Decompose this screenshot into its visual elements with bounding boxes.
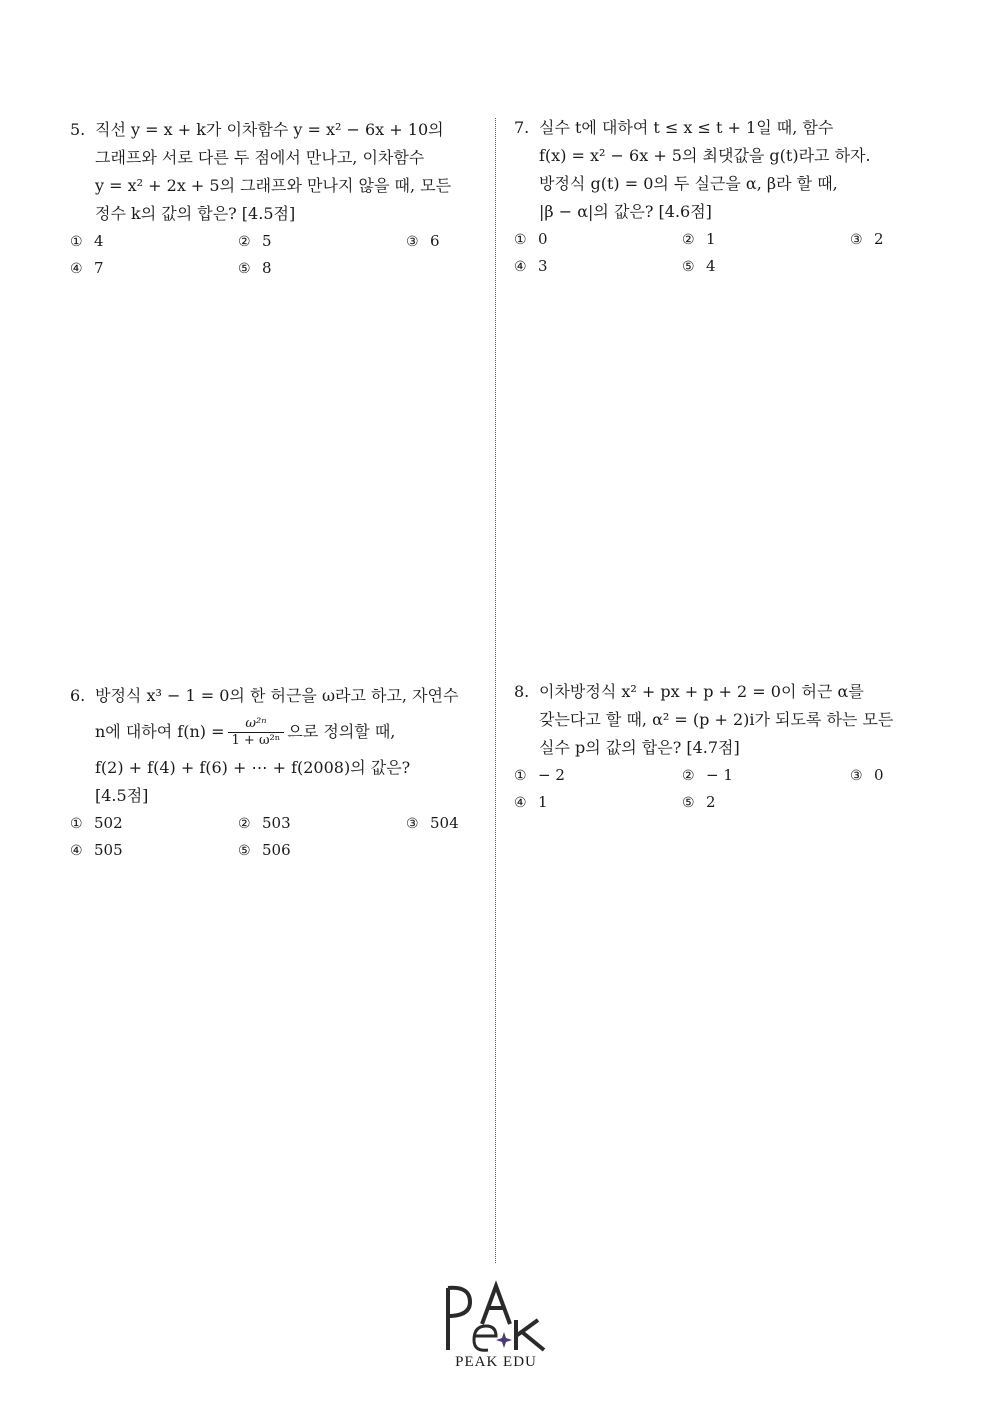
choice-mark: ②: [238, 816, 251, 832]
problem-6: [70, 682, 480, 864]
problem-number: 8.: [514, 682, 530, 701]
problem-text-line: |β − α|의 값은? [4.6점]: [539, 202, 712, 221]
choice-mark: ①: [70, 234, 83, 250]
answer-choices: [70, 810, 480, 864]
choice-mark: ③: [850, 232, 863, 248]
problem-text-line: [70, 710, 480, 754]
answer-choice-3[interactable]: [850, 226, 970, 253]
choice-text: 5: [262, 232, 272, 250]
logo-label: PEAK EDU: [455, 1354, 537, 1370]
choice-text: 505: [94, 841, 123, 859]
column-divider: [495, 118, 496, 1263]
problem-text-line: 실수 t에 대하여 t ≤ x ≤ t + 1일 때, 함수: [539, 118, 834, 137]
problem-text-line: 방정식 g(t) = 0의 두 실근을 α, β라 할 때,: [539, 174, 838, 193]
answer-choice-2[interactable]: [682, 226, 850, 253]
choice-text: 2: [874, 230, 884, 248]
star-icon: [496, 1332, 512, 1348]
fraction-numerator: ω²ⁿ: [245, 715, 267, 731]
choice-text: 4: [94, 232, 104, 250]
problem-text-line: f(2) + f(4) + f(6) + ⋯ + f(2008)의 값은?: [95, 758, 411, 777]
choice-text: 502: [94, 814, 123, 832]
problem-text-segment: 으로 정의할 때,: [287, 722, 396, 741]
problem-number: 7.: [514, 118, 530, 137]
problem-5: [70, 116, 470, 282]
answer-choices: [70, 228, 470, 282]
problem-text-line: 이차방정식 x² + px + p + 2 = 0이 허근 α를: [539, 682, 864, 701]
choice-text: 0: [874, 766, 884, 784]
answer-choices: [514, 226, 914, 280]
problem-text-line: 정수 k의 값의 합은? [4.5점]: [95, 204, 296, 223]
choice-mark: ③: [850, 768, 863, 784]
problem-text-line: 방정식 x³ − 1 = 0의 한 허근을 ω라고 하고, 자연수: [95, 686, 459, 705]
choice-mark: ①: [514, 232, 527, 248]
answer-choice-4[interactable]: [70, 255, 238, 282]
choice-text: 0: [538, 230, 548, 248]
choice-text: 504: [430, 814, 459, 832]
answer-choice-2[interactable]: [238, 810, 406, 837]
choice-text: 7: [94, 259, 104, 277]
answer-choices: [514, 762, 914, 816]
problem-text-line: 직선 y = x + k가 이차함수 y = x² − 6x + 10의: [95, 120, 444, 139]
choice-mark: ⑤: [238, 843, 251, 859]
fraction: [228, 716, 285, 749]
choice-text: 503: [262, 814, 291, 832]
choice-mark: ④: [514, 259, 527, 275]
answer-choice-4[interactable]: [514, 789, 682, 816]
choice-mark: ①: [70, 816, 83, 832]
choice-text: 8: [262, 259, 272, 277]
problem-number: 5.: [70, 120, 86, 139]
answer-choice-5[interactable]: [682, 789, 850, 816]
answer-choice-2[interactable]: [238, 228, 406, 255]
choice-text: 6: [430, 232, 440, 250]
choice-text: 3: [538, 257, 548, 275]
choice-mark: ②: [682, 768, 695, 784]
choice-mark: ④: [70, 843, 83, 859]
answer-choice-4[interactable]: [514, 253, 682, 280]
fraction-denominator: 1 + ω²ⁿ: [228, 732, 285, 749]
answer-choice-4[interactable]: [70, 837, 238, 864]
choice-mark: ⑤: [682, 259, 695, 275]
choice-mark: ②: [682, 232, 695, 248]
choice-mark: ②: [238, 234, 251, 250]
problem-text-line: [4.5점]: [95, 786, 149, 805]
choice-mark: ①: [514, 768, 527, 784]
choice-mark: ⑤: [238, 261, 251, 277]
answer-choice-3[interactable]: [406, 810, 526, 837]
answer-choice-3[interactable]: [850, 762, 970, 789]
answer-choice-2[interactable]: [682, 762, 850, 789]
choice-text: 4: [706, 257, 716, 275]
choice-text: 1: [538, 793, 548, 811]
choice-text: 2: [706, 793, 716, 811]
choice-text: 506: [262, 841, 291, 859]
choice-mark: ④: [514, 795, 527, 811]
choice-mark: ⑤: [682, 795, 695, 811]
problem-7: [514, 114, 914, 280]
peak-logo-mark: [436, 1280, 556, 1358]
choice-text: − 1: [706, 766, 733, 784]
problem-text-segment: n에 대하여 f(n) =: [95, 722, 225, 741]
answer-choice-1[interactable]: [70, 810, 238, 837]
answer-choice-5[interactable]: [238, 837, 406, 864]
answer-choice-1[interactable]: [70, 228, 238, 255]
problem-text-line: 실수 p의 값의 합은? [4.7점]: [539, 738, 740, 757]
answer-choice-1[interactable]: [514, 762, 682, 789]
answer-choice-1[interactable]: [514, 226, 682, 253]
problem-text-line: f(x) = x² − 6x + 5의 최댓값을 g(t)라고 하자.: [539, 146, 871, 165]
choice-mark: ③: [406, 816, 419, 832]
problem-8: [514, 678, 914, 816]
answer-choice-5[interactable]: [682, 253, 850, 280]
choice-mark: ④: [70, 261, 83, 277]
choice-mark: ③: [406, 234, 419, 250]
answer-choice-5[interactable]: [238, 255, 406, 282]
choice-text: − 2: [538, 766, 565, 784]
answer-choice-3[interactable]: [406, 228, 526, 255]
problem-text-line: 그래프와 서로 다른 두 점에서 만나고, 이차함수: [95, 148, 425, 167]
choice-text: 1: [706, 230, 716, 248]
problem-number: 6.: [70, 686, 86, 705]
problem-text-line: 갖는다고 할 때, α² = (p + 2)i가 되도록 하는 모든: [539, 710, 894, 729]
problem-text-line: y = x² + 2x + 5의 그래프와 만나지 않을 때, 모든: [95, 176, 452, 195]
